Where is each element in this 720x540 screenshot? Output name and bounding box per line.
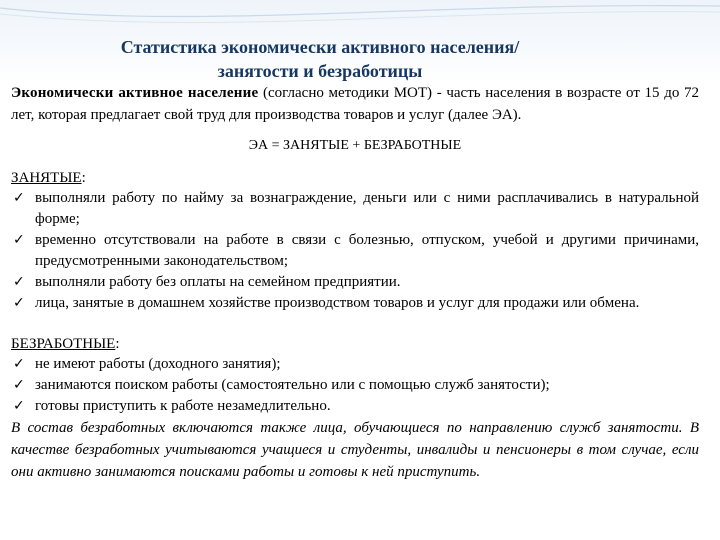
list-item-text: выполняли работу без оплаты на семейном предприятии. bbox=[35, 274, 401, 290]
list-item bbox=[11, 354, 699, 375]
unemployed-heading-label: БЕЗРАБОТНЫЕ bbox=[11, 336, 116, 352]
list-item-text: временно отсутствовали на работе в связи с болезнью, отпуском, учебой и другими причинами, предусмотренными законодательством; bbox=[35, 232, 699, 269]
checkmark-icon: ✓ bbox=[13, 398, 25, 414]
intro-paragraph bbox=[11, 82, 699, 126]
page-title bbox=[40, 35, 600, 83]
title-line-2: занятости и безработицы bbox=[217, 61, 423, 81]
list-item bbox=[11, 375, 699, 396]
list-item-text: выполняли работу по найму за вознаграждение, деньги или с ними расплачивались в натуральной форме; bbox=[35, 190, 699, 227]
formula: ЭА = ЗАНЯТЫЕ + БЕЗРАБОТНЫЕ bbox=[248, 138, 462, 153]
list-item bbox=[11, 230, 699, 272]
checkmark-icon: ✓ bbox=[13, 190, 25, 206]
list-item-text: занимаются поиском работы (самостоятельно или с помощью служб занятости); bbox=[35, 377, 550, 393]
checkmark-icon: ✓ bbox=[13, 356, 25, 372]
checkmark-icon: ✓ bbox=[13, 274, 25, 290]
list-item-text: готовы приступить к работе незамедлительно. bbox=[35, 398, 331, 414]
list-item bbox=[11, 396, 699, 417]
employed-heading-label: ЗАНЯТЫЕ bbox=[11, 170, 82, 186]
employed-heading bbox=[11, 168, 699, 188]
checkmark-icon: ✓ bbox=[13, 232, 25, 248]
employed-heading-colon: : bbox=[81, 170, 86, 186]
list-item bbox=[11, 293, 699, 314]
unemployed-heading bbox=[11, 334, 699, 354]
list-item-text: лица, занятые в домашнем хозяйстве производством товаров и услуг для продажи или обмена. bbox=[35, 295, 640, 311]
note-paragraph: В состав безработных включаются также лица, обучающиеся по направлению служб занятости. В качестве безработных учитываются учащиеся и студенты, инвалиды и пенсионеры в том случае, если они активно занимаются поисками работы и готовы к ней приступить. bbox=[11, 420, 699, 480]
content-body bbox=[11, 82, 699, 483]
title-line-1: Статистика экономически активного населения/ bbox=[120, 37, 520, 57]
checkmark-icon: ✓ bbox=[13, 295, 25, 311]
unemployed-heading-colon: : bbox=[115, 336, 120, 352]
unemployed-list bbox=[11, 354, 699, 417]
list-item bbox=[11, 188, 699, 230]
checkmark-icon: ✓ bbox=[13, 377, 25, 393]
intro-text: (согласно методики МОТ) - часть населения в возрасте от 15 до 72 лет, которая предлагает свой труд для производства товаров и услуг (далее ЭА). bbox=[11, 85, 699, 123]
employed-list bbox=[11, 188, 699, 314]
list-item bbox=[11, 272, 699, 293]
list-item-text: не имеют работы (доходного занятия); bbox=[35, 356, 281, 372]
intro-term: Экономически активное население bbox=[11, 85, 259, 101]
